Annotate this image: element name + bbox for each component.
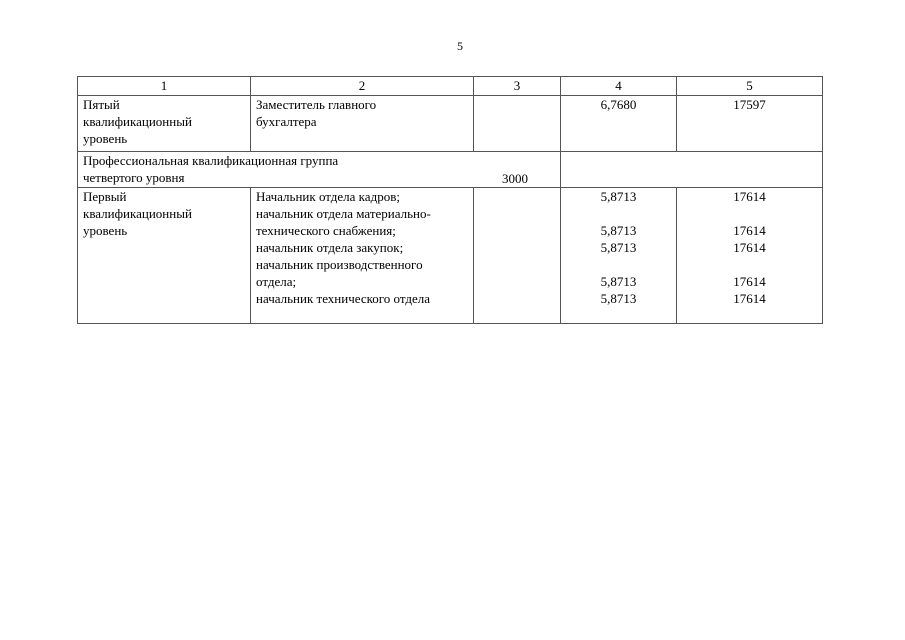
group-base-salary: 3000 <box>502 171 528 186</box>
coefficient-value: 5,8713 <box>600 274 637 289</box>
base-salary-cell <box>474 96 561 152</box>
salary-table <box>77 76 823 324</box>
position-text: технического снабжения; <box>256 223 396 238</box>
salary-value: 17614 <box>733 291 766 306</box>
position-text: бухгалтера <box>256 114 317 129</box>
salary-value: 17614 <box>733 240 766 255</box>
position-text: начальник отдела закупок; <box>256 240 404 255</box>
group-title-text: четвертого уровня <box>83 170 185 185</box>
qualification-level-cell <box>78 96 251 152</box>
salary-value: 17614 <box>733 274 766 289</box>
salary-value: 17614 <box>733 189 766 204</box>
header-cell-5: 5 <box>677 77 823 96</box>
level-text: квалификационный <box>83 114 192 129</box>
coefficient-value: 5,8713 <box>600 189 637 204</box>
group-row <box>78 152 823 188</box>
base-salary-cell <box>474 188 561 324</box>
header-cell-2: 2 <box>251 77 474 96</box>
position-text: Начальник отдела кадров; <box>256 189 400 204</box>
group-title-text: Профессиональная квалификационная группа <box>83 153 339 168</box>
position-text: отдела; <box>256 274 297 289</box>
positions-cell <box>251 188 474 324</box>
page-number: 5 <box>457 39 463 53</box>
header-cell-4: 4 <box>561 77 677 96</box>
header-cell-1: 1 <box>78 77 251 96</box>
position-cell <box>251 96 474 152</box>
coefficient-value: 5,8713 <box>600 240 637 255</box>
level-text: уровень <box>83 131 128 146</box>
salary-value: 17614 <box>733 223 766 238</box>
level-text: Первый <box>83 189 127 204</box>
level-text: квалификационный <box>83 206 192 221</box>
position-text: начальник технического отдела <box>256 291 431 306</box>
salaries-cell <box>677 188 823 324</box>
salary-cell: 17597 <box>677 96 823 152</box>
position-text: Заместитель главного <box>256 97 377 112</box>
table-row <box>78 188 823 324</box>
level-text: Пятый <box>83 97 120 112</box>
table-header-row <box>78 77 823 96</box>
position-text: начальник отдела материально- <box>256 206 431 221</box>
coefficient-value: 5,8713 <box>600 223 637 238</box>
header-cell-3: 3 <box>474 77 561 96</box>
position-text: начальник производственного <box>256 257 423 272</box>
coefficients-cell <box>561 188 677 324</box>
table-row <box>78 96 823 152</box>
group-empty-cell <box>561 152 823 188</box>
coefficient-value: 5,8713 <box>600 291 637 306</box>
coefficient-cell: 6,7680 <box>561 96 677 152</box>
group-title-cell <box>78 152 561 188</box>
qualification-level-cell <box>78 188 251 324</box>
level-text: уровень <box>83 223 128 238</box>
